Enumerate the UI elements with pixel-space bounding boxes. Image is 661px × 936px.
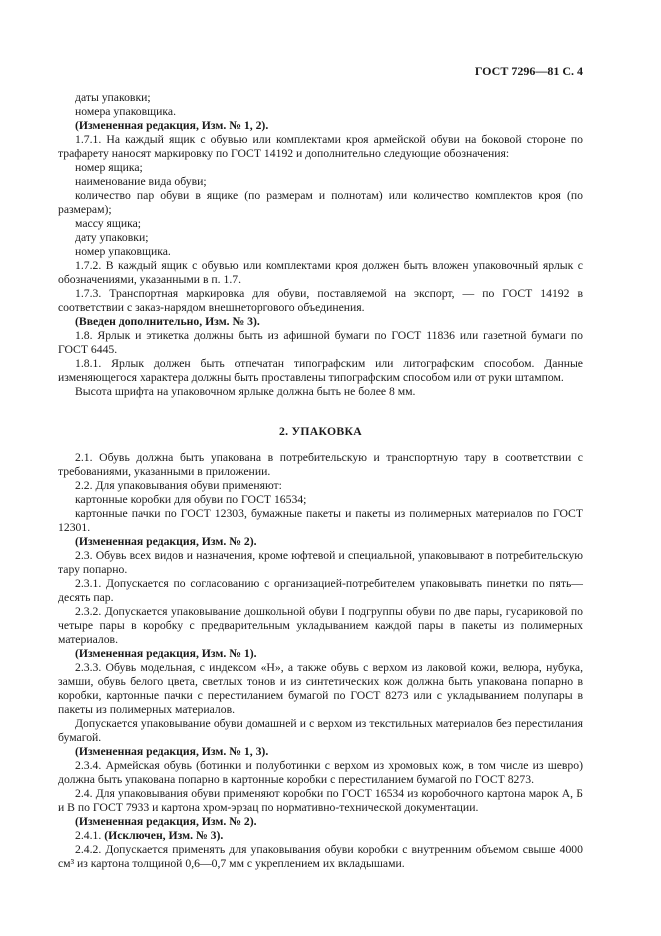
paragraph: 1.7.2. В каждый ящик с обувью или комплектами кроя должен быть вложен упаковочный ярлык с обозначениями, указанными в п. 1.7. bbox=[58, 259, 583, 286]
paragraph: 2.3.3. Обувь модельная, с индексом «Н», а также обувь с верхом из лаковой кожи, велюра, нубука, замши, обувь белого цвета, светлых тонов и из синтетических кож должна быть упакована попарно в коробки, картонные пачки с перестиланием бумагой по ГОСТ 8273 или с укладыванием полупары в пакеты из полимерных материалов. bbox=[58, 661, 583, 716]
paragraph: (Измененная редакция, Изм. № 2). bbox=[75, 815, 257, 828]
paragraph: 2.3.2. Допускается упаковывание дошкольной обуви I подгруппы обуви по две пары, гусариковой по четыре пары в коробку с предварительным укладыванием каждой пары в пакеты из полимерных материалов. bbox=[58, 605, 583, 646]
paragraph: количество пар обуви в ящике (по размерам и полнотам) или количество комплектов кроя (по размерам); bbox=[58, 189, 583, 216]
paragraph: 2.3.4. Армейская обувь (ботинки и полуботинки с верхом из хромовых кож, в том числе из шевро) должна быть упакована попарно в картонные коробки с перестиланием бумагой по ГОСТ 8273. bbox=[58, 759, 583, 786]
paragraph: дату упаковки; bbox=[75, 231, 149, 244]
section-title: 2. УПАКОВКА bbox=[278, 425, 363, 438]
paragraph: номер упаковщика. bbox=[75, 245, 171, 258]
paragraph: 1.8.1. Ярлык должен быть отпечатан типографским или литографским способом. Данные изменяющегося характера должны быть проставлены типографским способом или от руки штампом. bbox=[58, 357, 583, 384]
paragraph: номера упаковщика. bbox=[75, 105, 177, 118]
paragraph: 2.4.1. (Исключен, Изм. № 3). bbox=[75, 829, 224, 842]
paragraph: 2.1. Обувь должна быть упакована в потребительскую и транспортную тару в соответствии с требованиями, указанными в приложении. bbox=[58, 451, 583, 478]
paragraph: даты упаковки; bbox=[75, 91, 151, 104]
document-body bbox=[58, 91, 583, 871]
paragraph: картонные пачки по ГОСТ 12303, бумажные пакеты и пакеты из полимерных материалов по ГОСТ 12301. bbox=[58, 507, 583, 534]
paragraph: 1.7.1. На каждый ящик с обувью или комплектами кроя армейской обуви на боковой стороне по трафарету наносят маркировку по ГОСТ 14192 и дополнительно следующие обозначения: bbox=[58, 133, 583, 160]
paragraph: (Измененная редакция, Изм. № 2). bbox=[75, 535, 257, 548]
paragraph: Допускается упаковывание обуви домашней и с верхом из текстильных материалов без перестилания бумагой. bbox=[58, 717, 583, 744]
paragraph: (Измененная редакция, Изм. № 1). bbox=[75, 647, 257, 660]
paragraph: номер ящика; bbox=[75, 161, 143, 174]
paragraph: картонные коробки для обуви по ГОСТ 16534; bbox=[75, 493, 307, 506]
paragraph: наименование вида обуви; bbox=[75, 175, 207, 188]
paragraph: 1.7.3. Транспортная маркировка для обуви, поставляемой на экспорт, — по ГОСТ 14192 в соответствии с заказ-нарядом внешнеторгового объединения. bbox=[58, 287, 583, 314]
paragraph: 2.3. Обувь всех видов и назначения, кроме юфтевой и специальной, упаковывают в потребительскую тару попарно. bbox=[58, 549, 583, 576]
paragraph: Высота шрифта на упаковочном ярлыке должна быть не более 8 мм. bbox=[75, 385, 416, 398]
paragraph: (Измененная редакция, Изм. № 1, 2). bbox=[75, 119, 269, 132]
paragraph: 2.3.1. Допускается по согласованию с организацией-потребителем упаковывать пинетки по пять—десять пар. bbox=[58, 577, 583, 604]
paragraph: (Измененная редакция, Изм. № 1, 3). bbox=[75, 745, 269, 758]
paragraph: (Введен дополнительно, Изм. № 3). bbox=[75, 315, 260, 328]
paragraph: 1.8. Ярлык и этикетка должны быть из афишной бумаги по ГОСТ 11836 или газетной бумаги по ГОСТ 6445. bbox=[58, 329, 583, 356]
paragraph: 2.4.2. Допускается применять для упаковывания обуви коробки с внутренним объемом свыше 4000 см³ из картона толщиной 0,6—0,7 мм с укреплением их вкладышами. bbox=[58, 843, 583, 870]
paragraph: массу ящика; bbox=[75, 217, 142, 230]
page-header: ГОСТ 7296—81 С. 4 bbox=[474, 64, 583, 78]
paragraph: 2.2. Для упаковывания обуви применяют: bbox=[75, 479, 282, 492]
paragraph: 2.4. Для упаковывания обуви применяют коробки по ГОСТ 16534 из коробочного картона марок А, Б и В по ГОСТ 7933 и картона хром-эрзац по нормативно-технической документации. bbox=[58, 787, 583, 814]
